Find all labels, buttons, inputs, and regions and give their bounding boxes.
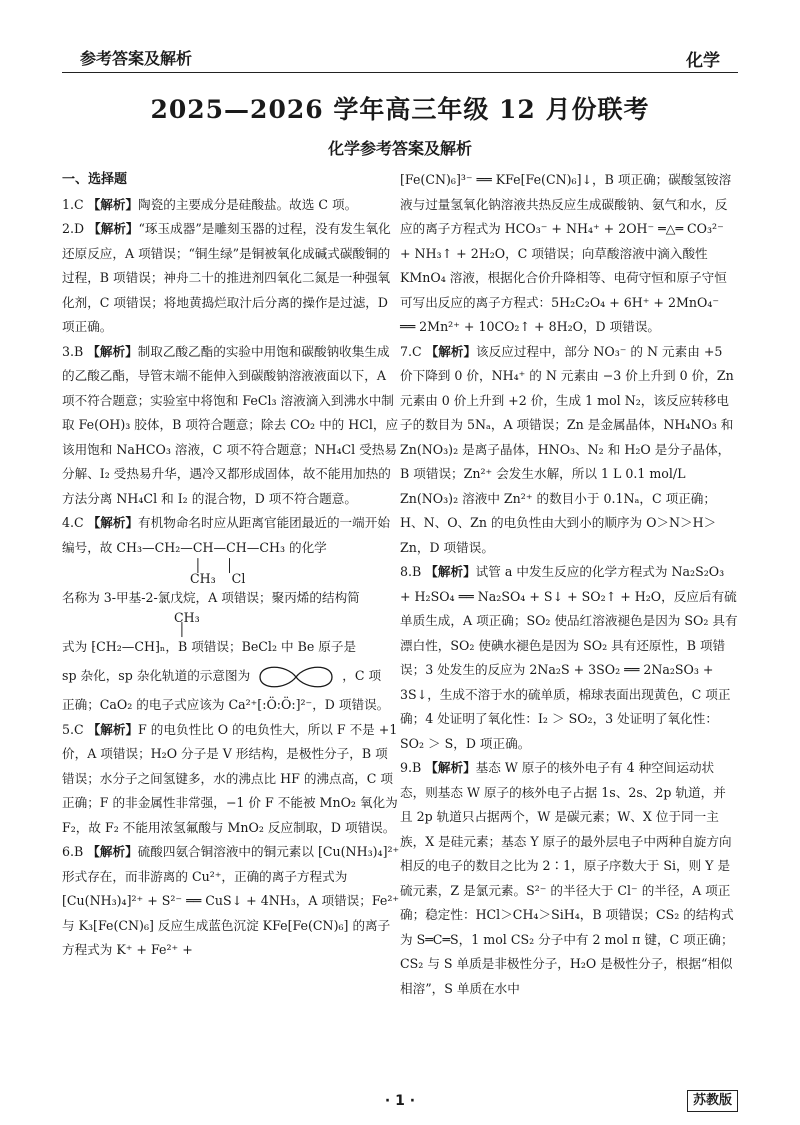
structure-branch-bonds: │ │ — [194, 558, 234, 573]
answer-4-tag: 【解析】 — [87, 515, 139, 530]
answer-6-tag: 【解析】 — [87, 844, 138, 859]
title-block — [0, 90, 800, 159]
answer-1 — [62, 193, 400, 218]
answer-4-text-2: 名称为 3-甲基-2-氯戊烷，A 项错误；聚丙烯的结构简 — [62, 590, 360, 605]
page-header — [62, 42, 738, 73]
answer-1-text: 陶瓷的主要成分是硅酸盐。故选 C 项。 — [138, 196, 358, 212]
answer-2-text: “琢玉成器”是雕刻玉器的过程，没有发生氧化还原反应，A 项错误；“铜生绿”是铜被氧化成碱式碳酸铜的过程，B 项错误；神舟二十的推进剂四氧化二氮是一种强氧化剂，C 项错误；将地黄捣烂取汁后分离的操作是过滤，D 项正确。 — [62, 221, 391, 334]
answer-7-number: 7.C — [400, 343, 422, 359]
answer-8-tag: 【解析】 — [425, 564, 476, 579]
answer-5 — [62, 718, 400, 841]
answer-7-tag: 【解析】 — [425, 343, 477, 359]
answer-4-line-4 — [62, 659, 400, 693]
edition-badge: 苏教版 — [687, 1090, 738, 1112]
answer-4-text-4a: sp 杂化，sp 杂化轨道的示意图为 — [62, 668, 251, 683]
answer-4-text-4b: ，C 项 — [342, 668, 382, 683]
answer-4 — [62, 511, 400, 718]
header-subject-label: 化学 — [686, 51, 720, 71]
answer-5-text: F 的电负性比 O 的电负性大，所以 F 不是 +1 价，A 项错误；H₂O 分子是 V 形结构，是极性分子，B 项错误；水分子之间氢键多，水的沸点比 HF 的沸点高，C 项正确；F 的非金属性非常强，−1 价 F 不能被 MnO₂ 氧化为 F₂，故 F₂ 不能用浓氢氟酸与 MnO₂ 反应制取，D 项错误。 — [62, 721, 398, 835]
answer-6-part-1 — [62, 840, 400, 963]
answer-8-number: 8.B — [400, 564, 422, 579]
polymer-methyl-group: CH₃ — [174, 609, 200, 625]
exam-subtitle: 化学参考答案及解析 — [327, 139, 472, 158]
answer-9-tag: 【解析】 — [425, 760, 476, 775]
exam-title: 2025—2026 学年高三年级 12 月份联考 — [150, 95, 650, 124]
answer-9-number: 9.B — [400, 760, 422, 775]
page-number: · 1 · — [384, 1093, 416, 1109]
answer-8-text: 试管 a 中发生反应的化学方程式为 Na₂S₂O₃ + H₂SO₄ ══ Na₂SO₄ + S↓ + SO₂↑ + H₂O，反应后有硫单质生成，A 项正确；SO₂ 使品红溶液褪色是因为 SO₂ 具有漂白性，SO₂ 使碘水褪色是因为 SO₂ 具有还原性，B 项错误；3 处发生的反应为 2Na₂S + 3SO₂ ══ 2Na₂SO₃ + 3S↓，生成不溶于水的硫单质，棉球表面出现黄色，C 项正确；4 处证明了氧化性：I₂ ＞ SO₂，3 处证明了氧化性：SO₂ ＞ S，D 项正确。 — [400, 564, 738, 751]
answer-8 — [400, 560, 738, 756]
answer-4-text-1: 有机物命名时应从距离官能团最近的一端开始编号，故 CH₃—CH₂—CH—CH—CH₃ 的化学 — [62, 515, 390, 555]
answer-3-text: 制取乙酸乙酯的实验中用饱和碳酸钠收集生成的乙酸乙酯，导管末端不能伸入到碳酸钠溶液液面以下，A 项不符合题意；实验室中将饱和 FeCl₃ 溶液滴入到沸水中制取 Fe(OH)₃ 胶体，B 项符合题意；除去 CO₂ 中的 HCl，应该用饱和 NaHCO₃ 溶液，C 项不符合题意；NH₄Cl 受热易分解、I₂ 受热易升华，遇冷又都形成固体，故不能用加热的方法分离 NH₄Cl 和 I₂ 的混合物，D 项不符合题意。 — [62, 343, 399, 506]
answer-7-text: 该反应过程中，部分 NO₃⁻ 的 N 元素由 +5 价下降到 0 价，NH₄⁺ 的 N 元素由 −3 价上升到 0 价，Zn 元素由 0 价上升到 +2 价，生成 1 mol N₂，该反应转移电子的数目为 5Nₐ，A 项错误；Zn 是金属晶体，NH₄NO₃ 和 Zn(NO₃)₂ 是离子晶体，HNO₃、N₂ 和 H₂O 是分子晶体，B 项错误；Zn²⁺ 会发生水解，所以 1 L 0.1 mol/L Zn(NO₃)₂ 溶液中 Zn²⁺ 的数目小于 0.1Nₐ，C 项正确；H、N、O、Zn 的电负性由大到小的顺序为 O＞N＞H＞Zn，D 项错误。 — [400, 343, 734, 555]
answer-2-number: 2.D — [62, 221, 85, 236]
answer-2 — [62, 217, 400, 340]
answer-6-text-left: 硫酸四氨合铜溶液中的铜元素以 [Cu(NH₃)₄]²⁺ 形式存在，而非游离的 Cu²⁺，正确的离子方程式为 [Cu(NH₃)₄]²⁺ + S²⁻ ══ CuS↓ + 4NH₃，A 项错误；Fe²⁺ 与 K₃[Fe(CN)₆] 反应生成蓝色沉淀 KFe[Fe(CN)₆] 的离子方程式为 K⁺ + Fe²⁺ + — [62, 844, 400, 957]
answer-6-text-right: [Fe(CN)₆]³⁻ ══ KFe[Fe(CN)₆]↓，B 项正确；碳酸氢铵溶液与过量氢氧化钠溶液共热反应生成碳酸钠、氨气和水，反应的离子方程式为 HCO₃⁻ + NH₄⁺ + 2OH⁻ ═△═ CO₃²⁻ + NH₃↑ + 2H₂O，C 项错误；向草酸溶液中滴入酸性 KMnO₄ 溶液，根据化合价升降相等、电荷守恒和原子守恒可写出反应的离子方程式：5H₂C₂O₄ + 6H⁺ + 2MnO₄⁻ ══ 2Mn²⁺ + 10CO₂↑ + 8H₂O，D 项错误。 — [400, 172, 732, 334]
structure-branch-groups: CH₃ Cl — [190, 571, 246, 586]
answer-3 — [62, 340, 400, 512]
answer-3-tag: 【解析】 — [87, 343, 138, 359]
section-title: 一、选择题 — [62, 172, 128, 187]
answer-4-text-3: 式为 ⁅CH₂—CH⁆ₙ，B 项错误；BeCl₂ 中 Be 原子是 — [62, 638, 357, 654]
left-column — [62, 168, 400, 963]
sp-hybrid-orbital-diagram — [256, 662, 336, 692]
polymer-methyl-bond: │ — [178, 621, 186, 637]
right-column — [400, 168, 738, 1001]
answer-9-text: 基态 W 原子的核外电子有 4 种空间运动状态，则基态 W 原子的核外电子占据 1s、2s、2p 轨道，并且 2p 轨道只占据两个，W 是碳元素；W、X 位于同一主族，X 是硅元素；基态 Y 原子的最外层电子中两种自旋方向相反的电子的数目之比为 2∶1，原子序数大于 Si，则 Y 是硫元素，Z 是氯元素。S²⁻ 的半径大于 Cl⁻ 的半径，A 项正确；稳定性：HCl＞CH₄＞SiH₄，B 项错误；CS₂ 的结构式为 S═C═S，1 mol CS₂ 分子中有 2 mol π 键，C 项正确；CS₂ 与 S 单质是非极性分子，H₂O 是极性分子，根据“相似相溶”，S 单质在水中 — [400, 760, 734, 996]
answer-5-number: 5.C — [62, 721, 84, 737]
answer-1-number: 1.C — [62, 196, 84, 212]
answer-3-number: 3.B — [62, 343, 84, 359]
answer-5-tag: 【解析】 — [87, 721, 139, 737]
answer-4-text-5: 正确；CaO₂ 的电子式应该为 Ca²⁺[:Ö:Ö:]²⁻，D 项错误。 — [62, 697, 390, 712]
header-left-label: 参考答案及解析 — [80, 49, 193, 68]
answer-2-tag: 【解析】 — [88, 221, 139, 236]
answer-9 — [400, 756, 738, 1001]
answer-1-tag: 【解析】 — [87, 196, 139, 212]
answer-7 — [400, 340, 738, 561]
answer-6-number: 6.B — [62, 844, 84, 859]
answer-4-number: 4.C — [62, 515, 84, 530]
